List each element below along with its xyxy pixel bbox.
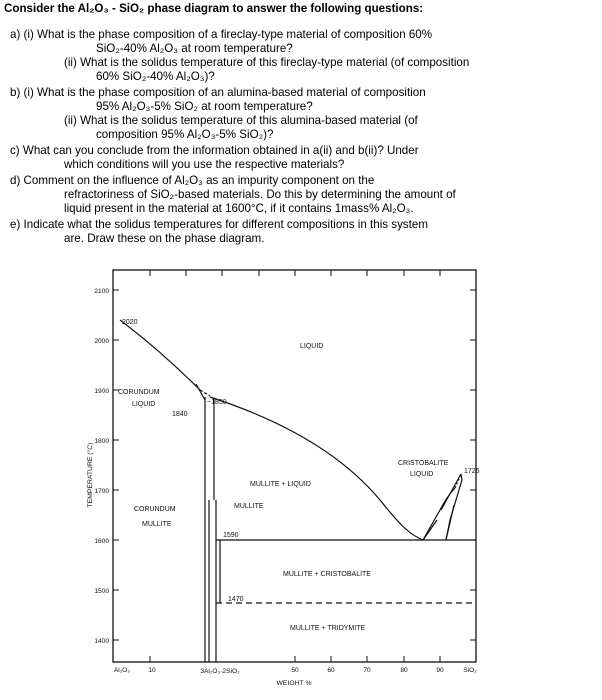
x-tick-label: 10 [148,667,156,674]
x-tick-label: 70 [363,667,371,674]
y-tick-label: 1600 [94,538,109,545]
top-ticks [150,270,440,276]
question-b-ii-line2: composition 95% Al₂O₃-5% SiO₂)? [96,128,274,141]
question-e-line1: e) Indicate what the solidus temperatures for different compositions in this system [10,218,429,231]
phase-label-corundum-lower: CORUNDUM [134,506,176,513]
question-b-i-line2: 95% Al₂O₃-5% SiO₂ at room temperature? [96,100,313,113]
temperature-label-1725: 1725 [464,468,480,475]
y-tick-label: 1500 [94,588,109,595]
x-tick-label: 90 [436,667,444,674]
y-tick-label: 1800 [94,438,109,445]
phase-label-cristobalite: CRISTOBALITE [398,460,449,467]
x-end-label-sio2: SiO₂ [463,667,477,674]
right-ticks [470,290,476,640]
cristobalite-line-a [446,505,454,540]
y-tick-label: 1400 [94,638,109,645]
corundum-liquid-line [196,384,205,400]
question-d-line2: refractoriness of SiO₂-based materials. Do this by determining the amount of [64,188,456,201]
x-tick-label: 60 [327,667,335,674]
temperature-label-1850: ~1850 [207,399,227,406]
phase-label-liquid-right: LIQUID [410,471,434,478]
y-tick-label: 2000 [94,338,109,345]
phase-label-mullite-left: MULLITE [142,521,172,528]
temperature-label-1470: 1470 [228,596,244,603]
question-b-ii-line1: (ii) What is the solidus temperature of this alumina-based material (of [64,114,418,127]
temperature-label-1840: 1840 [172,411,188,418]
question-b-i-line1: b) (i) What is the phase composition of an alumina-based material of composition [10,86,426,99]
question-d-line3: liquid present in the material at 1600°C, if it contains 1mass% Al₂O₃. [64,202,414,215]
phase-label-corundum: CORUNDUM [118,389,160,396]
x-axis-label: WEIGHT % [276,680,312,687]
y-tick-label: 1700 [94,488,109,495]
question-c-line1: c) What can you conclude from the information obtained in a(ii) and b(ii)? Under [10,144,419,157]
question-a-ii-line2: 60% SiO₂-40% Al₂O₃)? [96,70,215,83]
question-a-i-line1: a) (i) What is the phase composition of a fireclay-type material of composition 60% [10,28,433,41]
question-a-ii-line1: (ii) What is the solidus temperature of this fireclay-type material (of composition [64,56,470,69]
mullite-liquidus-curve [210,397,423,540]
y-axis-label: TEMPERATURE (°C) [87,442,94,508]
question-c-line2: which conditions will you use the respective materials? [64,158,345,171]
question-a-i-line2: SiO₂-40% Al₂O₃ at room temperature? [96,42,293,55]
phase-boundaries [120,320,476,662]
phase-label-liquid-upper: LIQUID [132,401,156,408]
x-end-label-al2o3: Al₂O₃ [113,667,131,674]
left-ticks [113,290,119,640]
x-compound-label: 3Al₂O₃·2SiO₂ [200,668,240,675]
x-tick-label: 80 [400,667,408,674]
x-tick-label: 50 [291,667,299,674]
temperature-label-2020: 2020 [122,319,138,326]
phase-label-mullite-cristobalite: MULLITE + CRISTOBALITE [283,571,371,578]
question-e-line2: are. Draw these on the phase diagram. [64,232,265,245]
question-d-line1: d) Comment on the influence of Al₂O₃ as an impurity component on the [10,174,375,187]
bottom-ticks [150,656,440,662]
phase-label-liquid: LIQUID [300,343,324,350]
phase-label-mullite-liquid: MULLITE + LIQUID [250,481,311,488]
phase-label-mullite-tridymite: MULLITE + TRIDYMITE [290,625,366,632]
page-title: Consider the Al₂O₃ - SiO₂ phase diagram to answer the following questions: [4,2,424,15]
phase-label-mullite: MULLITE [234,503,264,510]
y-tick-label: 2100 [94,288,109,295]
liquidus-lower-line [423,520,437,540]
temperature-label-1590: 1590 [223,532,239,539]
y-tick-label: 1900 [94,388,109,395]
corundum-liquidus-curve [120,320,200,390]
